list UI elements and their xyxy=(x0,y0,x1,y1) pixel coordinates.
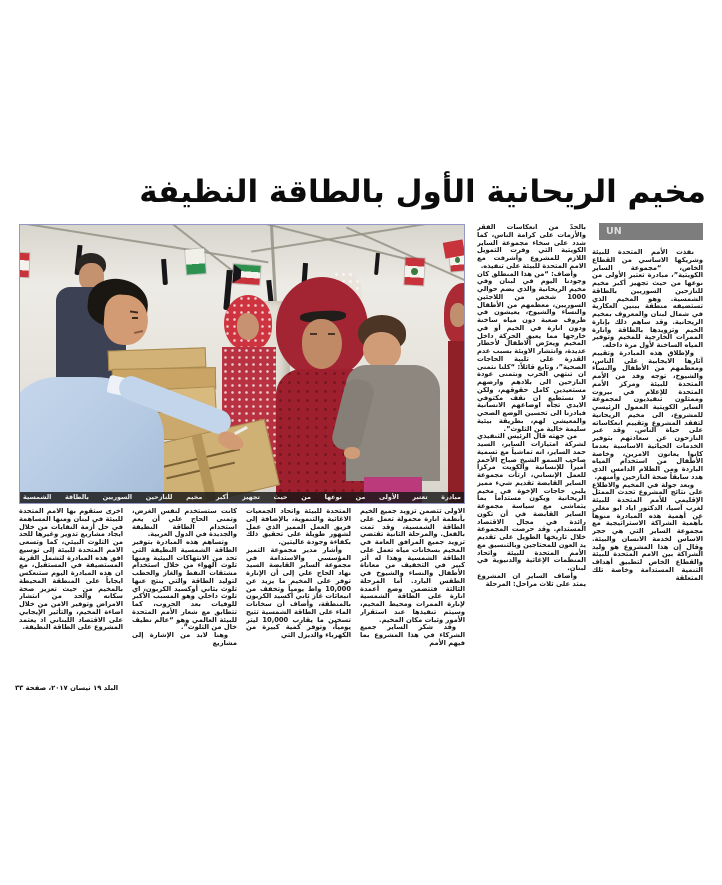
article-column-4 xyxy=(246,508,351,667)
cedar-emblem xyxy=(455,257,461,264)
paragraph: وأضاف: “من هذا المنطلق كان وجودنا اليوم في لبنان وفي مخيم الريحانية والذي يضم حوالي 1000 شخص من اللاجئين السوريين، معظمهم من الأطفال والنساء والشيوخ، يعيشون في ظروف صعبة دون مياه ساخنة ودون انارة في الخيم أو في خارجها مما يعيق الحركة داخل المخيم ويعرّض الاطفال لأخطار عديدة، وانتشار الاوبئة بسبب عدم القدرة على تلبية الحاجات الصحية”، وتابع قائلاً: “كلنا نتمنى ان تنتهي الحرب ونتمنى عودة النازحين الى بلادهم وارضهم مستعيدين كامل حقوقهم، ولكن لا نستطيع ان نقف مكتوفي الايدي تجاه اوضاعهم الانسانية فبادرنا الى تحسين الوضع الصحي والمعيشي لهم، بطريقة بيئية سليمة خالية من التلوث”. xyxy=(477,269,586,433)
eyebrow xyxy=(310,333,317,335)
source-credit: البلد ١٩ نيسان ٢٠١٧، صفحة ٣٣ xyxy=(15,684,119,692)
robe xyxy=(448,341,465,504)
paragraph: اخرى ستقوم بها الامم المتحدة للبيئة في لبنان ومنها المساهمة في حل أزمة النفايات من خلال ايجاد مشاريع تدوير وغيرها للحد من التلوث البيئي، كما وتسعى الامم المتحدة للبيئة إلى توسيع افق هذه المبادرة لتشمل القرية المستضيفة في المستقبل، مع ان هذه المبادرة اليوم ستنعكس ايجاباً على المنطقة المحيطة بالمخيم من حيث تعزيز صحة سكانه والحد من انتشار الامراض وتوفير الامن من خلال اضاءة المخيم، والتأثير الإيجابي على الاقتصاد اللبناني اذ يعتمد المشروع على الطاقة النظيفة. xyxy=(19,508,123,632)
face xyxy=(363,332,401,369)
paragraph: وقد شكر الساير جميع الشركاء في هذا المشروع بما فيهم الأمم xyxy=(360,623,465,647)
lebanon-flag xyxy=(404,258,424,286)
article-column-2 xyxy=(477,224,586,667)
red-banner-corner xyxy=(443,239,465,258)
paragraph: بالحدّ من انعكاسات الفقر والأزمات على كرامة الناس، كما شدد على سخاء مجموعة الساير الكويتية التي وفرت التمويل اللازم للمشروع وأشرفت مع الامم المتحدة للبيئة على تنفيذه. xyxy=(477,224,586,270)
paragraph: وأشار مدير مجموعة التميز المؤسسي والاستدامة في مجموعة الساير القابضة السيد نهاد الحاج علي إلى أن الإنارة توفر على المخيم ما يزيد عن 10,000 واط يومياً وتخفف من انبعاثات غاز ثاني أكسيد الكربون بالمنطقة، وأضاف أن سخانات الماء على الطاقة الشمسية تتيح تسخين ما يقارب 10,000 ليتر يومياً، وتوفر كمية كبيرة من الكهرباء والديزل التي xyxy=(246,545,351,639)
paragraph: كانت ستستخدم لنفس الغرض، وتمنى الحاج علي أن يعم استخدام الطاقة النظيفة والجديدة في الدول العربية. xyxy=(132,508,237,539)
article-column-3 xyxy=(360,508,465,667)
lebanon-flag-edge xyxy=(19,253,29,277)
pen xyxy=(234,426,248,435)
article-column-6 xyxy=(19,508,123,667)
hand xyxy=(344,447,360,459)
paragraph: المتحدة للبيئة واتحاد الجمعيات الاغاثية والتنموية، بالإضافة إلى فريق العمل المميز الذي عمل لشهور طويلة على تحقيق ذلك بكفاءة وجودة عاليتين. xyxy=(246,508,351,546)
paragraph: من جهته قال الرئيس التنفيذي لشركة امتيازات الساير، السيد حمد الساير، انه تماشياً مع تسمية صاحب السمو الشيخ صباح الأحمد أميراً للإنسانية والكويت مركزاً للعمل الإنساني، ارتأت مجموعة الساير القابضة تقديم شيء مميز يلبي حاجات الإخوة في مخيم الريحانية ويكون مستداماً بما يتماشى مع سياسة مجموعة الساير القابضة في أن تكون رائدة في مجال الاقتصاد المستدام. وقد حرصت المجموعة خلال تاريخها الطويل على تقديم يد العون للمحتاجين وبالتنسيق مع الأمم المتحدة للبيئة واتحاد المنظمات الإغاثية والدنيوية في لبنان. xyxy=(477,432,586,572)
paragraph: ولإطلاق هذه المبادرة وتقييم آثارها الايجابية على الناس، ومعظمهم من الأطفال والنساء والشيوخ، توجه وفد من الأمم المتحدة للبيئة ومركز الأمم المتحدة للإعلام في بيروت وممثلون تنفيذيون لمجموعة الساير الكويتية الممول الرئيسي للمشروع، الى مخيم الريحانية لتفقد المشروع وتقييم انعكاساته على حياة الناس. وقد عبر النازحون عن سعادتهم بتوفير الخدمات الحياتية الاساسية بعدما كانوا يعانون الامرين، وخاصة الأطفال من استخدام المياه الباردة ومن الظلام الدامس الذي هدد سابقاً صحة النازحين وأمنهم. xyxy=(592,348,703,481)
photo-caption: مبادرة تعتبر الأولى من نوعها من حيث تجهيز أكبر مخيم للنازحين السوريين بالطاقة الشمسية xyxy=(23,493,461,501)
toddler xyxy=(346,315,442,504)
article-column-5 xyxy=(132,508,237,667)
eye xyxy=(132,317,138,319)
un-kicker-box: UN xyxy=(599,223,703,240)
tent-frame-line xyxy=(173,224,406,260)
paragraph: وهنا لابد من الإشارة إلى مشاريع xyxy=(132,631,237,647)
paragraph: وأضاف الساير ان المشروع يمتد على ثلاث مراحل: المرحلة xyxy=(477,571,586,588)
article-headline: مخيم الريحانية الأول بالطاقة النظيفة xyxy=(139,174,706,210)
article-photo xyxy=(19,224,465,504)
cedar-emblem xyxy=(411,268,418,276)
hand xyxy=(216,429,246,452)
paragraph: وبعد جولة في المخيم والاطلاع على نتائج المشروع تحدث الممثل الإقليمي للأمم المتحدة للبيئة لغرب آسيا، الدكتور اياد ابو مغلي عن أهمية هذه المبادرة منوهاً بأهمية الشراكة الاستراتيجية مع مجموعة الساير التي هي حجر الاساس لخدمة الانسان والبيئة. وقال إن هذا المشروع هو وليد الشراكة بين الامم المتحدة للبيئة والقطاع الخاص لتطبيق أهداف التنمية المستدامة وخاصة تلك المتعلقة xyxy=(592,480,703,582)
eyebrow xyxy=(328,333,335,335)
photo-caption-bar xyxy=(20,492,464,503)
face xyxy=(450,303,465,327)
paragraph: وتساهم هذه المبادرة بتوفير الطاقة الشمسية النظيفة التي تحد من الانتهاكات البيئية ومنها تلوث الهواء من خلال استخدام مشتقات النفط والغاز والحطب لتوليد الطاقة والتي ينتج عنها تلوث بثاني أوكسيد الكربون، اي تلوث داخلي وهو المسبب الأكبر للوفيات بعد الحروب، كما تتطابق مع شعار الأمم المتحدة للبيئة العالمي وهو “عالم نظيف خال من التلوث”. xyxy=(132,538,237,632)
green-white-flag xyxy=(185,248,206,274)
paragraph: الأولى تتضمن تزويد جميع الخيم بأنظمة انارة محمولة تعمل على الطاقة الشمسية، وقد تمت بالفعل. والمرحلة الثانية تقتضي تزويد جميع المرافق العامة في المخيم بسخانات مياه تعمل على الطاقة الشمسية وهذا له أثر كبير في التخفيف من معاناة الأطفال والنساء والشيوخ في الطقس البارد. أما المرحلة الثالثة فتتضمن وضع أعمدة انارة على الطاقة الشمسية لإنارة الممرات ومحيط المخيم، وسيتم تنفيذها عند استقرار الأمور وثبات مكان المخيم. xyxy=(360,508,465,624)
paragraph: نفذت الأمم المتحدة للبيئة وشريكها الاساسي من القطاع الخاص، “مجموعة الساير الكويتية”، مبادرة تعتبر الأولى من نوعها من حيث تجهيز أكبر مخيم للنازحين السوريين بالطاقة الشمسية. وهو المخيم الذي تستضيفه منطقة ببنين العكارية في شمال لبنان والمعروف بمخيم الريحانية. وقد ساهم ذلك بإنارة الخيم وتزويدها بالطاقة وانارة الممرات الخارجية للمخيم وتوفير المياه الساخنة لأول مرة داخله. xyxy=(592,248,703,349)
article-column-1 xyxy=(592,223,703,668)
hanging-strap xyxy=(374,253,380,275)
man-in-blue-shirt xyxy=(19,277,262,504)
woman-red-hijab-right xyxy=(444,283,465,504)
